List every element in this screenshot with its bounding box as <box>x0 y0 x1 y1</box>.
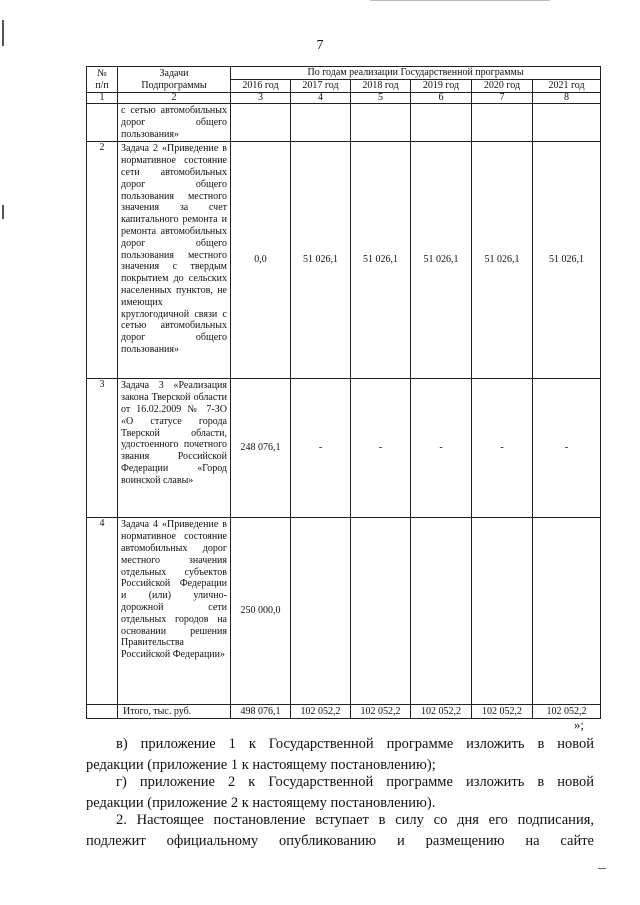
index-row <box>87 93 601 104</box>
total-value: 102 052,2 <box>411 705 472 719</box>
table-row <box>87 104 601 142</box>
task-cell: Задача 4 «Приведение в нормативное состояние автомобильных дорог местного значения отдельных субъектов Российской Федерации и (или) улично-дорожной сети отдельных городов на основании решения Правительства Российской Федерации» <box>118 518 231 705</box>
value-cell: 51 026,1 <box>533 142 601 379</box>
header-year: 2017 год <box>291 80 351 93</box>
header-years-group: По годам реализации Государственной программы <box>231 67 601 80</box>
index-cell: 7 <box>472 93 533 104</box>
paragraph-g <box>86 772 594 814</box>
value-cell <box>411 104 472 142</box>
total-value: 102 052,2 <box>472 705 533 719</box>
table-row <box>87 142 601 379</box>
scan-edge-line <box>370 0 550 1</box>
index-cell: 3 <box>231 93 291 104</box>
task-cell: с сетью автомобильных дорог общего пользования» <box>118 104 231 142</box>
total-value: 102 052,2 <box>351 705 411 719</box>
paragraph-g-line1: г) приложение 2 к Государственной программе изложить в новой <box>116 774 594 790</box>
paragraph-2 <box>86 810 594 852</box>
header-task <box>118 67 231 93</box>
value-cell <box>472 518 533 705</box>
value-cell: 51 026,1 <box>351 142 411 379</box>
header-year: 2020 год <box>472 80 533 93</box>
total-label: Итого, тыс. руб. <box>118 705 231 719</box>
value-cell <box>411 518 472 705</box>
index-cell: 4 <box>291 93 351 104</box>
paragraph-v-line1: в) приложение 1 к Государственной программе изложить в новой <box>116 736 594 752</box>
row-number: 4 <box>87 518 118 705</box>
value-cell: - <box>291 379 351 518</box>
scan-margin-mark <box>2 205 4 219</box>
value-cell: 248 076,1 <box>231 379 291 518</box>
table-row <box>87 518 601 705</box>
row-number: 3 <box>87 379 118 518</box>
index-cell: 8 <box>533 93 601 104</box>
paragraph-2-line1: 2. Настоящее постановление вступает в силу со дня его подписания, <box>116 812 594 828</box>
index-cell: 6 <box>411 93 472 104</box>
header-year: 2021 год <box>533 80 601 93</box>
value-cell: - <box>411 379 472 518</box>
value-cell: - <box>472 379 533 518</box>
header-year: 2018 год <box>351 80 411 93</box>
table-row <box>87 379 601 518</box>
value-cell: 51 026,1 <box>291 142 351 379</box>
value-cell: 51 026,1 <box>472 142 533 379</box>
value-cell: 0,0 <box>231 142 291 379</box>
closing-quote: »; <box>573 717 584 732</box>
total-value: 102 052,2 <box>291 705 351 719</box>
task-cell: Задача 3 «Реализация закона Тверской области от 16.02.2009 № 7-ЗО «О статусе города Тверской области, удостоенного почетного звания Российской Федерации «Город воинской славы» <box>118 379 231 518</box>
paragraph-2-line2: подлежит официальному опубликованию и размещению на сайте <box>86 833 594 849</box>
value-cell <box>351 518 411 705</box>
header-num-text: № п/п <box>95 67 109 91</box>
row-number: 2 <box>87 142 118 379</box>
value-cell: - <box>533 379 601 518</box>
header-year: 2016 год <box>231 80 291 93</box>
header-year: 2019 год <box>411 80 472 93</box>
total-num-cell <box>87 705 118 719</box>
total-row <box>87 705 601 719</box>
total-value: 102 052,2 <box>533 705 601 719</box>
value-cell: - <box>351 379 411 518</box>
task-cell: Задача 2 «Приведение в нормативное состояние сети автомобильных дорог общего пользования местного значения за счет капитального ремонта и ремонта автомобильных дорог общего пользования местного значения с твердым покрытием до сельских населенных пунктов, не имеющих круглогодичной связи с сетью автомобильных дорог общего пользования» <box>118 142 231 379</box>
total-value: 498 076,1 <box>231 705 291 719</box>
value-cell: 250 000,0 <box>231 518 291 705</box>
paragraph-g-line2: редакции (приложение 2 к настоящему постановлению). <box>86 795 436 811</box>
page-number: 7 <box>316 38 324 53</box>
scan-corner-mark <box>598 868 606 875</box>
program-table <box>86 66 601 719</box>
value-cell <box>533 518 601 705</box>
paragraph-v-line2: редакции (приложение 1 к настоящему постановлению); <box>86 757 436 773</box>
index-cell: 5 <box>351 93 411 104</box>
value-cell <box>533 104 601 142</box>
value-cell <box>351 104 411 142</box>
value-cell <box>472 104 533 142</box>
value-cell <box>291 518 351 705</box>
index-cell: 2 <box>118 93 231 104</box>
value-cell <box>231 104 291 142</box>
header-num <box>87 67 118 93</box>
index-cell: 1 <box>87 93 118 104</box>
value-cell: 51 026,1 <box>411 142 472 379</box>
paragraph-v <box>86 734 594 776</box>
value-cell <box>291 104 351 142</box>
row-number <box>87 104 118 142</box>
header-task-text: Задачи Подпрограммы <box>141 67 207 91</box>
